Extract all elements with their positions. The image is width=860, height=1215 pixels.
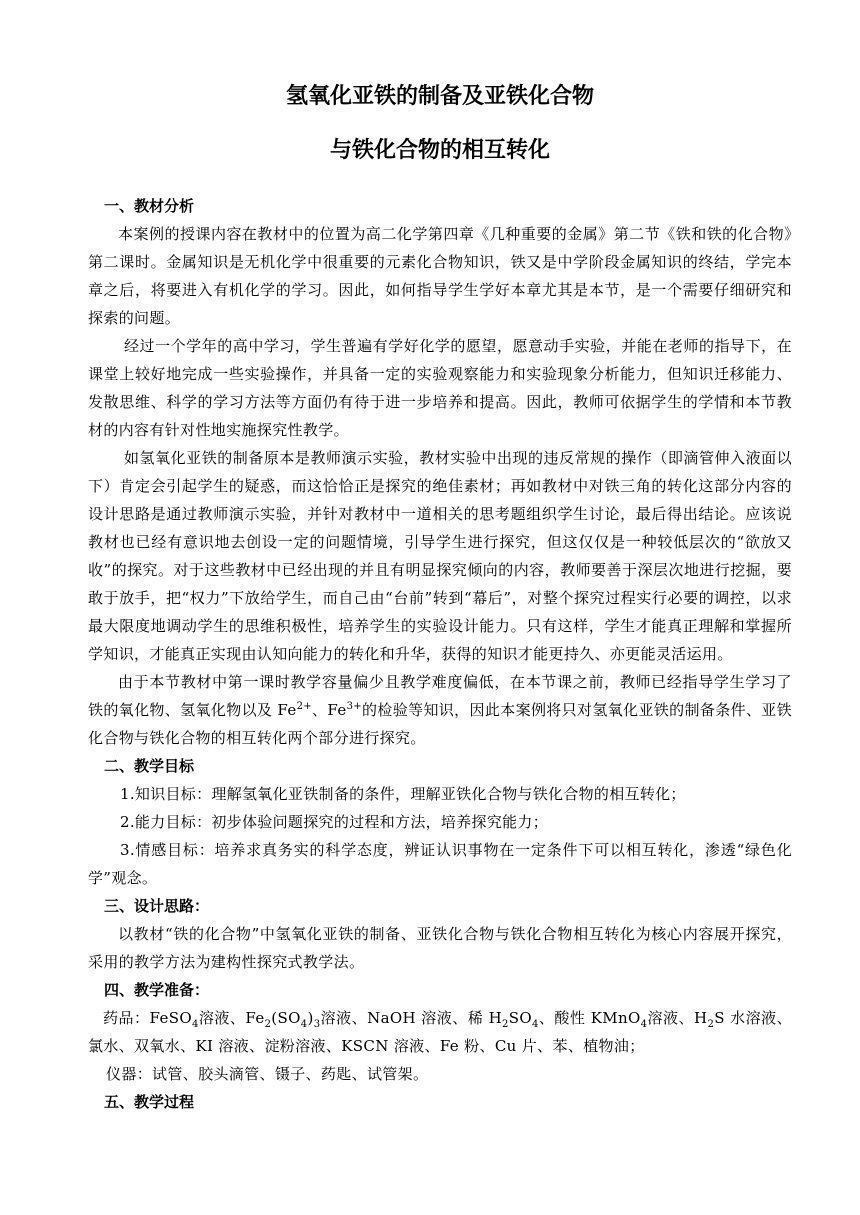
drugs-sub-7: 4 bbox=[640, 1019, 648, 1030]
drugs-sub-3: 4 bbox=[300, 1019, 308, 1030]
section-1-paragraph-1: 本案例的授课内容在教材中的位置为高二化学第四章《几种重要的金属》第二节《铁和铁的化合物》第二课时。金属知识是无机化学中很重要的元素化合物知识，铁又是中学阶段金属知识的终结，学完本章之后，将要进入有机化学的学习。因此，如何指导学生学好本章尤其是本节，是一个需要仔细研究和探索的问题。 bbox=[88, 225, 792, 327]
title-line-1: 氢氧化亚铁的制备及亚铁化合物 bbox=[285, 83, 594, 109]
p4-text-a: 由于本节教材中第一课时教学容量偏少且教学难度偏低，在本节课之前，教师已经指导学生学习了铁的氧化物、氢氧化物以及 Fe bbox=[88, 673, 792, 719]
p4-sup-2: 3+ bbox=[346, 701, 363, 712]
section-1-paragraph-4 bbox=[88, 668, 792, 752]
instruments-list: 仪器：试管、胶头滴管、镊子、药匙、试管架。 bbox=[106, 1065, 429, 1083]
section-3-paragraph: 以教材“铁的化合物”中氢氧化亚铁的制备、亚铁化合物与铁化合物相互转化为核心内容展开探究，采用的教学方法为建构性探究式教学法。 bbox=[88, 925, 792, 971]
drugs-list bbox=[88, 1004, 792, 1060]
document-page bbox=[88, 80, 792, 1116]
drugs-g: 、酸性 KMnO bbox=[538, 1009, 641, 1027]
p4-text-b: 、Fe bbox=[312, 701, 347, 719]
section-3-heading: 三、设计思路： bbox=[104, 897, 210, 915]
drugs-sub-5: 2 bbox=[502, 1019, 509, 1030]
goal-knowledge: 1.知识目标：理解氢氧化亚铁制备的条件，理解亚铁化合物与铁化合物的相互转化； bbox=[120, 785, 686, 803]
section-2-heading: 二、教学目标 bbox=[104, 757, 195, 775]
p4-text-c: 的检验等知识，因此本案例将只对氢氧化亚铁的制备条件、亚铁化合物与铁化合物的相互转化两个部分进行探究。 bbox=[88, 701, 793, 747]
section-4-heading: 四、教学准备： bbox=[104, 981, 210, 999]
title-line-2: 与铁化合物的相互转化 bbox=[329, 137, 550, 163]
drugs-sub-6: 4 bbox=[532, 1019, 539, 1030]
drugs-h: 溶液、H bbox=[647, 1009, 708, 1027]
section-1-paragraph-2: 经过一个学年的高中学习，学生普遍有学好化学的愿望，愿意动手实验，并能在老师的指导下，在课堂上较好地完成一些实验操作，并具备一定的实验观察能力和实验现象分析能力，但知识迁移能力、发散思维、科学的学习方法等方面仍有待于进一步培养和提高。因此，教师可依据学生的学情和本节教材的内容有针对性地实施探究性教学。 bbox=[88, 337, 792, 439]
goal-ability: 2.能力目标：初步体验问题探究的过程和方法，培养探究能力； bbox=[120, 813, 549, 831]
drugs-e: 溶液、NaOH 溶液、稀 H bbox=[320, 1009, 503, 1027]
drugs-i: S 水溶液、氯水、双氧水、KI 溶液、淀粉溶液、KSCN 溶液、Fe 粉、Cu 片、苯、植物油； bbox=[88, 1009, 793, 1055]
drugs-sub-2: 2 bbox=[264, 1019, 272, 1030]
section-1-heading: 一、教材分析 bbox=[104, 197, 195, 215]
drugs-d: ) bbox=[307, 1009, 314, 1027]
drugs-a: 药品：FeSO bbox=[103, 1009, 192, 1027]
drugs-sub-8: 2 bbox=[707, 1019, 715, 1030]
section-1-paragraph-3: 如氢氧化亚铁的制备原本是教师演示实验，教材实验中出现的违反常规的操作（即滴管伸入液面以下）肯定会引起学生的疑惑，而这恰恰正是探究的绝佳素材；再如教材中对铁三角的转化这部分内容的设计思路是通过教师演示实验，并针对教材中一道相关的思考题组织学生讨论，最后得出结论。应该说教材也已经有意识地去创设一定的问题情境，引导学生进行探究，但这仅仅是一种较低层次的“欲放又收”的探究。对于这些教材中已经出现的并且有明显探究倾向的内容，教师要善于深层次地进行挖掘，要敢于放手，把“权力”下放给学生，而自己由“台前”转到“幕后”，对整个探究过程实行必要的调控，以求最大限度地调动学生的思维积极性，培养学生的实验设计能力。只有这样，学生才能真正理解和掌握所学知识，才能真正实现由认知向能力的转化和升华，获得的知识才能更持久、亦更能灵活运用。 bbox=[88, 449, 792, 663]
drugs-f: SO bbox=[508, 1009, 533, 1027]
drugs-c: (SO bbox=[271, 1009, 301, 1027]
goal-emotion: 3.情感目标：培养求真务实的科学态度，辨证认识事物在一定条件下可以相互转化，渗透“绿色化学”观念。 bbox=[88, 841, 792, 887]
section-5-heading: 五、教学过程 bbox=[104, 1093, 195, 1111]
p4-sup-1: 2+ bbox=[296, 701, 313, 712]
drugs-sub-1: 4 bbox=[191, 1019, 199, 1030]
drugs-sub-4: 3 bbox=[313, 1019, 321, 1030]
drugs-b: 溶液、Fe bbox=[198, 1009, 265, 1027]
